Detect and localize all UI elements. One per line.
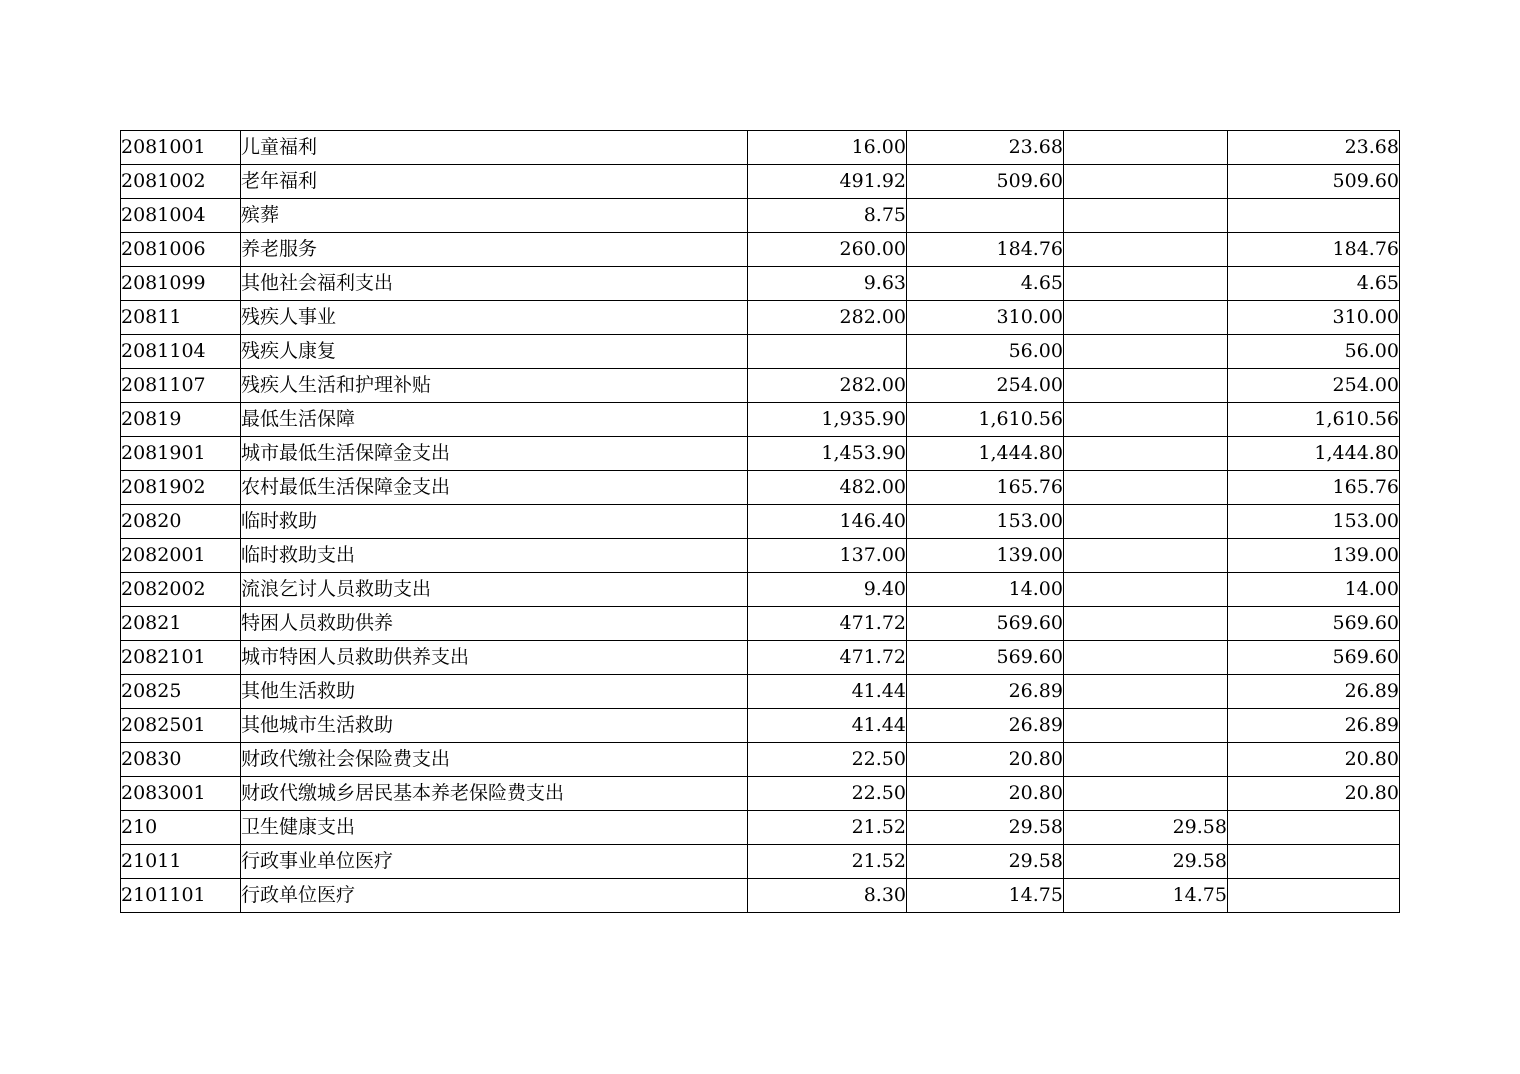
cell-col-2: 509.60 bbox=[907, 165, 1064, 199]
cell-item-name: 城市特困人员救助供养支出 bbox=[241, 641, 748, 675]
cell-col-1: 41.44 bbox=[748, 675, 907, 709]
cell-col-4: 20.80 bbox=[1228, 777, 1400, 811]
cell-col-4: 569.60 bbox=[1228, 607, 1400, 641]
cell-item-name: 行政单位医疗 bbox=[241, 879, 748, 913]
table-row bbox=[121, 743, 1400, 777]
cell-col-1: 491.92 bbox=[748, 165, 907, 199]
cell-code: 2082101 bbox=[121, 641, 241, 675]
table-row bbox=[121, 607, 1400, 641]
cell-col-2: 310.00 bbox=[907, 301, 1064, 335]
cell-code: 2082001 bbox=[121, 539, 241, 573]
cell-item-name: 临时救助 bbox=[241, 505, 748, 539]
cell-col-3 bbox=[1064, 403, 1228, 437]
table-row bbox=[121, 505, 1400, 539]
cell-col-4: 14.00 bbox=[1228, 573, 1400, 607]
cell-item-name: 特困人员救助供养 bbox=[241, 607, 748, 641]
cell-item-name: 卫生健康支出 bbox=[241, 811, 748, 845]
cell-item-name: 行政事业单位医疗 bbox=[241, 845, 748, 879]
cell-col-2: 1,610.56 bbox=[907, 403, 1064, 437]
cell-col-2: 569.60 bbox=[907, 641, 1064, 675]
cell-code: 2081004 bbox=[121, 199, 241, 233]
cell-item-name: 老年福利 bbox=[241, 165, 748, 199]
cell-item-name: 残疾人生活和护理补贴 bbox=[241, 369, 748, 403]
cell-col-2: 29.58 bbox=[907, 811, 1064, 845]
cell-col-1: 9.40 bbox=[748, 573, 907, 607]
cell-col-3 bbox=[1064, 539, 1228, 573]
cell-col-3 bbox=[1064, 607, 1228, 641]
cell-col-1 bbox=[748, 335, 907, 369]
cell-col-3: 29.58 bbox=[1064, 811, 1228, 845]
cell-code: 20830 bbox=[121, 743, 241, 777]
cell-col-4: 26.89 bbox=[1228, 709, 1400, 743]
cell-item-name: 残疾人事业 bbox=[241, 301, 748, 335]
table-row bbox=[121, 131, 1400, 165]
cell-col-3: 14.75 bbox=[1064, 879, 1228, 913]
table-row bbox=[121, 573, 1400, 607]
cell-col-3 bbox=[1064, 335, 1228, 369]
cell-col-3 bbox=[1064, 641, 1228, 675]
cell-col-2: 254.00 bbox=[907, 369, 1064, 403]
cell-code: 210 bbox=[121, 811, 241, 845]
cell-col-2: 569.60 bbox=[907, 607, 1064, 641]
table-row bbox=[121, 403, 1400, 437]
cell-item-name: 流浪乞讨人员救助支出 bbox=[241, 573, 748, 607]
cell-col-1: 21.52 bbox=[748, 845, 907, 879]
cell-col-1: 16.00 bbox=[748, 131, 907, 165]
table-row bbox=[121, 369, 1400, 403]
cell-code: 20819 bbox=[121, 403, 241, 437]
cell-col-3 bbox=[1064, 199, 1228, 233]
cell-col-3 bbox=[1064, 573, 1228, 607]
cell-col-3 bbox=[1064, 369, 1228, 403]
cell-code: 2081002 bbox=[121, 165, 241, 199]
cell-col-2: 4.65 bbox=[907, 267, 1064, 301]
cell-code: 2083001 bbox=[121, 777, 241, 811]
cell-col-2: 1,444.80 bbox=[907, 437, 1064, 471]
cell-col-3: 29.58 bbox=[1064, 845, 1228, 879]
cell-col-2: 14.75 bbox=[907, 879, 1064, 913]
cell-col-3 bbox=[1064, 267, 1228, 301]
cell-code: 21011 bbox=[121, 845, 241, 879]
cell-col-2: 23.68 bbox=[907, 131, 1064, 165]
cell-code: 20821 bbox=[121, 607, 241, 641]
cell-item-name: 其他社会福利支出 bbox=[241, 267, 748, 301]
cell-col-1: 41.44 bbox=[748, 709, 907, 743]
cell-col-1: 8.30 bbox=[748, 879, 907, 913]
cell-col-3 bbox=[1064, 471, 1228, 505]
cell-item-name: 其他生活救助 bbox=[241, 675, 748, 709]
budget-table bbox=[120, 130, 1400, 913]
cell-code: 2081006 bbox=[121, 233, 241, 267]
cell-col-2: 14.00 bbox=[907, 573, 1064, 607]
cell-col-4: 20.80 bbox=[1228, 743, 1400, 777]
cell-code: 2082002 bbox=[121, 573, 241, 607]
cell-item-name: 临时救助支出 bbox=[241, 539, 748, 573]
cell-item-name: 残疾人康复 bbox=[241, 335, 748, 369]
cell-col-4 bbox=[1228, 845, 1400, 879]
cell-code: 2081901 bbox=[121, 437, 241, 471]
cell-col-4: 310.00 bbox=[1228, 301, 1400, 335]
cell-item-name: 殡葬 bbox=[241, 199, 748, 233]
cell-col-4: 4.65 bbox=[1228, 267, 1400, 301]
cell-col-1: 137.00 bbox=[748, 539, 907, 573]
cell-code: 2101101 bbox=[121, 879, 241, 913]
table-row bbox=[121, 335, 1400, 369]
cell-col-4: 153.00 bbox=[1228, 505, 1400, 539]
table-body bbox=[121, 131, 1400, 913]
table-row bbox=[121, 709, 1400, 743]
cell-code: 2081099 bbox=[121, 267, 241, 301]
cell-item-name: 儿童福利 bbox=[241, 131, 748, 165]
cell-code: 20820 bbox=[121, 505, 241, 539]
cell-col-1: 282.00 bbox=[748, 369, 907, 403]
cell-code: 2081902 bbox=[121, 471, 241, 505]
cell-col-2: 165.76 bbox=[907, 471, 1064, 505]
cell-col-2: 29.58 bbox=[907, 845, 1064, 879]
cell-col-4: 569.60 bbox=[1228, 641, 1400, 675]
cell-col-4: 184.76 bbox=[1228, 233, 1400, 267]
cell-col-1: 22.50 bbox=[748, 777, 907, 811]
cell-col-1: 146.40 bbox=[748, 505, 907, 539]
cell-col-2: 56.00 bbox=[907, 335, 1064, 369]
cell-col-4: 23.68 bbox=[1228, 131, 1400, 165]
cell-col-4: 254.00 bbox=[1228, 369, 1400, 403]
cell-col-3 bbox=[1064, 743, 1228, 777]
cell-col-4 bbox=[1228, 199, 1400, 233]
cell-code: 2081001 bbox=[121, 131, 241, 165]
table-row bbox=[121, 811, 1400, 845]
cell-code: 2081107 bbox=[121, 369, 241, 403]
cell-col-2: 20.80 bbox=[907, 743, 1064, 777]
table-row bbox=[121, 301, 1400, 335]
cell-col-1: 8.75 bbox=[748, 199, 907, 233]
cell-col-2: 26.89 bbox=[907, 675, 1064, 709]
table-row bbox=[121, 879, 1400, 913]
cell-col-3 bbox=[1064, 165, 1228, 199]
table-row bbox=[121, 233, 1400, 267]
cell-code: 20825 bbox=[121, 675, 241, 709]
cell-col-3 bbox=[1064, 131, 1228, 165]
cell-col-2: 20.80 bbox=[907, 777, 1064, 811]
table-row bbox=[121, 845, 1400, 879]
cell-item-name: 其他城市生活救助 bbox=[241, 709, 748, 743]
cell-col-4: 165.76 bbox=[1228, 471, 1400, 505]
table-row bbox=[121, 641, 1400, 675]
cell-col-1: 1,935.90 bbox=[748, 403, 907, 437]
cell-item-name: 城市最低生活保障金支出 bbox=[241, 437, 748, 471]
cell-col-3 bbox=[1064, 233, 1228, 267]
table-row bbox=[121, 539, 1400, 573]
cell-col-3 bbox=[1064, 437, 1228, 471]
table-row bbox=[121, 165, 1400, 199]
cell-col-1: 471.72 bbox=[748, 607, 907, 641]
cell-col-1: 1,453.90 bbox=[748, 437, 907, 471]
cell-col-3 bbox=[1064, 777, 1228, 811]
cell-col-1: 482.00 bbox=[748, 471, 907, 505]
table-row bbox=[121, 777, 1400, 811]
cell-col-4: 56.00 bbox=[1228, 335, 1400, 369]
cell-col-4: 1,610.56 bbox=[1228, 403, 1400, 437]
table-row bbox=[121, 471, 1400, 505]
cell-code: 2081104 bbox=[121, 335, 241, 369]
cell-item-name: 农村最低生活保障金支出 bbox=[241, 471, 748, 505]
cell-code: 2082501 bbox=[121, 709, 241, 743]
cell-code: 20811 bbox=[121, 301, 241, 335]
cell-col-3 bbox=[1064, 301, 1228, 335]
cell-col-2: 139.00 bbox=[907, 539, 1064, 573]
cell-col-3 bbox=[1064, 505, 1228, 539]
table-row bbox=[121, 675, 1400, 709]
table-row bbox=[121, 267, 1400, 301]
cell-col-2: 26.89 bbox=[907, 709, 1064, 743]
cell-col-4: 1,444.80 bbox=[1228, 437, 1400, 471]
cell-col-1: 9.63 bbox=[748, 267, 907, 301]
cell-item-name: 财政代缴城乡居民基本养老保险费支出 bbox=[241, 777, 748, 811]
cell-item-name: 财政代缴社会保险费支出 bbox=[241, 743, 748, 777]
cell-col-3 bbox=[1064, 675, 1228, 709]
cell-col-4 bbox=[1228, 879, 1400, 913]
table-row bbox=[121, 199, 1400, 233]
cell-col-4: 139.00 bbox=[1228, 539, 1400, 573]
cell-col-1: 22.50 bbox=[748, 743, 907, 777]
cell-col-1: 21.52 bbox=[748, 811, 907, 845]
cell-col-2: 184.76 bbox=[907, 233, 1064, 267]
cell-col-4: 509.60 bbox=[1228, 165, 1400, 199]
cell-col-1: 471.72 bbox=[748, 641, 907, 675]
cell-col-4: 26.89 bbox=[1228, 675, 1400, 709]
cell-col-2 bbox=[907, 199, 1064, 233]
table-row bbox=[121, 437, 1400, 471]
cell-col-1: 282.00 bbox=[748, 301, 907, 335]
cell-col-2: 153.00 bbox=[907, 505, 1064, 539]
cell-item-name: 最低生活保障 bbox=[241, 403, 748, 437]
cell-col-1: 260.00 bbox=[748, 233, 907, 267]
cell-col-4 bbox=[1228, 811, 1400, 845]
cell-col-3 bbox=[1064, 709, 1228, 743]
cell-item-name: 养老服务 bbox=[241, 233, 748, 267]
